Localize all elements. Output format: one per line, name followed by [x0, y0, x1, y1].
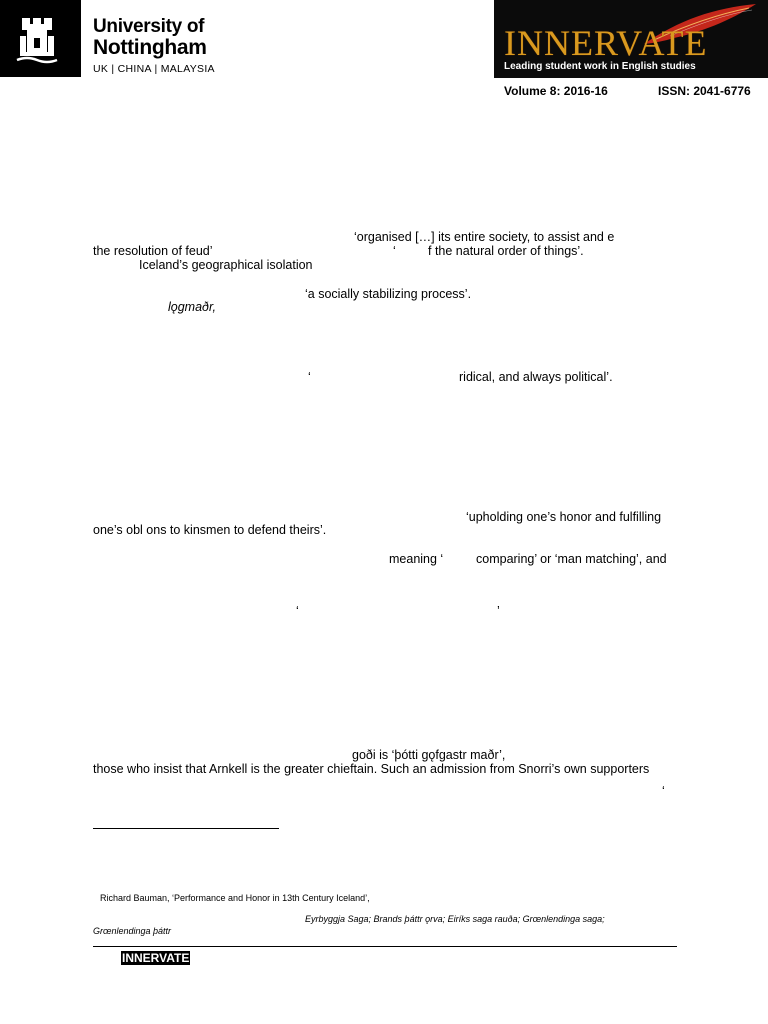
footnote-line-italic: Grœnlendinga þáttr: [93, 926, 172, 936]
body-line: comparing’ or ‘man matching’, and: [476, 552, 667, 566]
body-line-italic: lǫgmaðr,: [168, 300, 216, 314]
journal-banner: [494, 0, 768, 78]
footnote-line-italic: Eyrbyggja Saga; Brands þáttr ǫrva; Eiríks saga rauða; Grœnlendinga saga;: [305, 914, 605, 924]
university-campuses: UK | CHINA | MALAYSIA: [93, 63, 215, 75]
footnote-line: Richard Bauman, ‘Performance and Honor in 13th Century Iceland’,: [100, 893, 370, 903]
body-line: ridical, and always political’.: [459, 370, 613, 384]
body-line: ‘a socially stabilizing process’.: [305, 287, 472, 301]
body-line: ‘: [662, 784, 665, 798]
body-line: f the natural order of things’.: [428, 244, 584, 258]
body-line: goði is ‘þótti gǫfgastr maðr’,: [352, 748, 506, 762]
body-line: Iceland’s geographical isolation: [139, 258, 313, 272]
journal-name: INNERVATE: [504, 23, 708, 63]
volume-label: Volume 8: 2016-16: [504, 84, 608, 98]
body-line: one’s obl ons to kinsmen to defend theirs’.: [93, 523, 327, 537]
journal-tagline: Leading student work in English studies: [504, 61, 696, 72]
university-name-line1: University of: [93, 16, 205, 37]
castle-icon: [0, 0, 81, 77]
body-line: those who insist that Arnkell is the greater chieftain. Such an admission from Snorri’s own supporters: [93, 762, 650, 776]
body-line: ‘: [296, 604, 299, 618]
body-line: ‘: [393, 244, 396, 258]
body-line: ‘upholding one’s honor and fulfilling: [466, 510, 662, 524]
body-line: meaning ‘: [389, 552, 444, 566]
university-name: [93, 17, 215, 75]
footer-separator: [93, 946, 677, 947]
body-line: ‘: [308, 370, 311, 384]
footer-journal-badge: INNERVATE: [122, 951, 190, 965]
issn-label: ISSN: 2041-6776: [658, 84, 751, 98]
body-line: ’: [497, 604, 500, 618]
university-name-line2: Nottingham: [93, 36, 207, 59]
body-line: ‘organised […] its entire society, to assist and e: [354, 230, 615, 244]
body-line: the resolution of feud’: [93, 244, 213, 258]
university-logo: [0, 0, 81, 77]
footnote-separator: [93, 828, 279, 829]
